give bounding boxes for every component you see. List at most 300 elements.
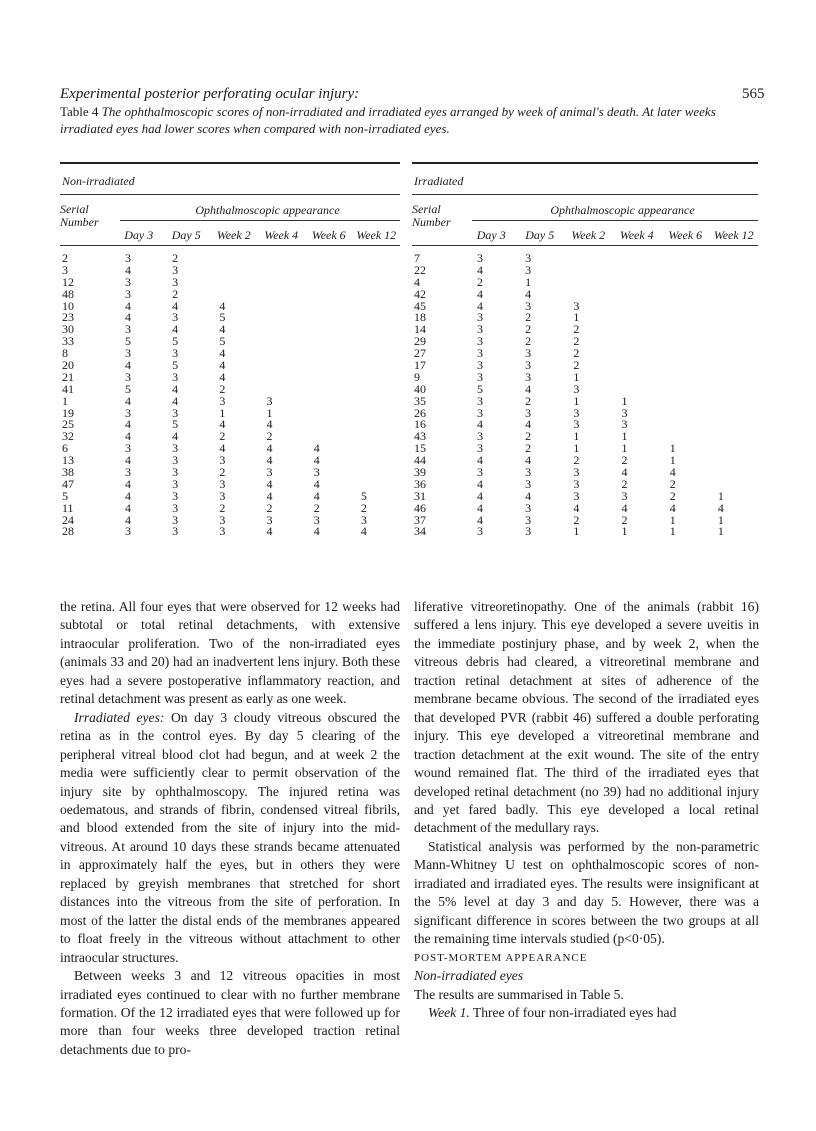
score-cell — [306, 360, 353, 372]
score-cell: 2 — [621, 512, 628, 527]
paragraph-text: On day 3 cloudy vitreous obscured the retina as in the control eyes. By day 5 clearing of the peripheral vitreal blood clot had begun, and at week 2 the media were sufficiently clear to permit observation of the injury site by ophthalmoscopy. The injured retina was oedematous, and strands of fibrin, condensed vitreal fibrils, and blood extended from the site of injury into the mid-vitreous. At around 10 days these strands became attenuated in approximately half the eyes, but in others they were replaced by greyish membranes that stretched for short distances into the vitreous from the site of perforation. In most of the latter the distal ends of the membranes appeared to float freely in the vitreous without attachment to other intraocular structures. — [60, 709, 400, 965]
score-cell: 2 — [669, 488, 676, 503]
score-cell: 3 — [172, 441, 179, 456]
score-cell: 4 — [477, 488, 483, 503]
score-cell: 4 — [125, 512, 131, 527]
score-cell — [662, 396, 710, 408]
table-header — [60, 195, 400, 246]
section-heading: POST-MORTEM APPEARANCE — [414, 951, 588, 964]
score-cell — [614, 324, 662, 336]
table-row — [412, 431, 758, 443]
score-cell: 4 — [266, 524, 273, 539]
score-cell: 3 — [266, 465, 273, 480]
score-cell — [662, 324, 710, 336]
score-cell: 3 — [573, 488, 580, 503]
score-cell: 3 — [172, 488, 179, 503]
score-cell: 3 — [525, 524, 532, 539]
serial-number-cell: 28 — [62, 524, 74, 539]
score-cell: 3 — [219, 512, 226, 527]
score-cell: 3 — [219, 476, 226, 491]
score-cell: 1 — [573, 524, 580, 539]
score-cell: 4 — [525, 417, 532, 432]
score-cell: 3 — [525, 512, 532, 527]
score-cell: 4 — [172, 429, 179, 444]
score-cell: 3 — [477, 334, 483, 349]
score-cell: 3 — [266, 512, 273, 527]
score-cell — [614, 348, 662, 360]
score-cell — [662, 431, 710, 443]
score-cell — [306, 265, 353, 277]
running-title: Experimental posterior perforating ocular injury: — [60, 86, 360, 102]
score-cell: 2 — [525, 310, 532, 325]
score-cell: 2 — [219, 500, 226, 515]
serial-number-cell: 10 — [62, 298, 74, 313]
serial-number-cell: 7 — [414, 251, 420, 265]
score-cell — [662, 408, 710, 420]
serial-number-header — [60, 203, 99, 229]
score-cell — [662, 372, 710, 384]
table-header — [412, 195, 758, 246]
serial-number-cell: 34 — [414, 524, 426, 539]
score-cell — [306, 336, 353, 348]
serial-number-cell: 5 — [62, 488, 68, 503]
score-cell: 4 — [219, 358, 226, 373]
score-cell — [306, 408, 353, 420]
score-cell: 2 — [219, 429, 226, 444]
score-cell: 3 — [477, 358, 483, 373]
score-cell — [353, 360, 400, 372]
score-cell: 3 — [125, 322, 131, 337]
serial-number-cell: 23 — [62, 310, 74, 325]
table-row — [60, 298, 400, 313]
score-cell: 2 — [573, 512, 580, 527]
table-row — [412, 369, 758, 384]
score-cell: 4 — [125, 476, 131, 491]
score-cell — [306, 419, 353, 431]
score-cell — [259, 265, 306, 277]
paragraph: The results are summarised in Table 5. — [414, 986, 624, 1002]
paragraph-lead: Irradiated eyes: — [74, 709, 165, 725]
table-row — [60, 455, 400, 467]
score-cell: 4 — [266, 417, 273, 432]
score-cell: 4 — [219, 298, 226, 313]
score-cell: 3 — [172, 262, 179, 277]
score-cell — [710, 289, 758, 301]
serial-number-cell: 45 — [414, 298, 426, 313]
score-cell — [710, 253, 758, 265]
table-row — [60, 369, 400, 384]
score-cell: 3 — [573, 381, 580, 396]
score-cell: 4 — [621, 500, 628, 515]
score-cell: 3 — [172, 453, 179, 468]
score-cell: 3 — [573, 405, 580, 420]
score-cell: 3 — [172, 524, 179, 539]
score-cell: 4 — [477, 512, 483, 527]
score-cell — [662, 348, 710, 360]
score-cell: 3 — [525, 358, 532, 373]
score-cell: 3 — [477, 251, 483, 265]
score-cell: 3 — [525, 251, 532, 265]
table-row — [412, 298, 758, 313]
score-cell: 3 — [477, 310, 483, 325]
score-cell — [614, 312, 662, 324]
score-cell: 3 — [621, 405, 628, 420]
score-cell: 4 — [266, 488, 273, 503]
score-cell: 4 — [477, 417, 483, 432]
score-cell — [353, 324, 400, 336]
score-cell: 4 — [219, 346, 226, 361]
header-divider — [472, 220, 758, 221]
score-cell — [662, 312, 710, 324]
serial-number-cell: 19 — [62, 405, 74, 420]
header-divider — [120, 220, 400, 221]
score-cell: 3 — [525, 476, 532, 491]
serial-number-cell: 30 — [62, 322, 74, 337]
score-cell: 4 — [219, 417, 226, 432]
serial-number-cell: 22 — [414, 262, 426, 277]
score-cell: 4 — [266, 441, 273, 456]
score-cell: 1 — [621, 441, 628, 456]
score-cell: 1 — [525, 274, 532, 289]
column-header: Week 6 — [668, 228, 703, 242]
score-cell: 1 — [717, 488, 724, 503]
score-cell — [211, 265, 258, 277]
score-cell: 3 — [525, 405, 532, 420]
serial-number-cell: 4 — [414, 274, 420, 289]
serial-number-cell: 44 — [414, 453, 426, 468]
score-cell: 3 — [525, 262, 532, 277]
score-cell: 1 — [669, 524, 676, 539]
score-cell — [259, 277, 306, 289]
score-cell: 2 — [360, 500, 367, 515]
score-cell: 1 — [573, 441, 580, 456]
score-cell: 3 — [219, 524, 226, 539]
score-cell — [565, 277, 613, 289]
score-cell: 4 — [125, 393, 131, 408]
score-cell: 3 — [125, 251, 131, 265]
column-header: Week 2 — [571, 228, 606, 242]
table-non-irradiated — [60, 162, 400, 538]
score-cell — [306, 384, 353, 396]
table-row — [60, 405, 400, 420]
serial-number-cell: 35 — [414, 393, 426, 408]
score-cell: 3 — [573, 465, 580, 480]
score-cell — [306, 277, 353, 289]
table-row — [60, 476, 400, 491]
score-cell: 2 — [525, 334, 532, 349]
table-row — [60, 360, 400, 372]
header-line: Number — [412, 215, 451, 229]
table-row — [412, 455, 758, 467]
paragraph — [60, 709, 400, 967]
score-cell — [614, 265, 662, 277]
score-cell: 4 — [219, 369, 226, 384]
table-row — [412, 512, 758, 527]
score-cell — [614, 336, 662, 348]
score-cell: 2 — [172, 286, 179, 301]
score-cell: 4 — [360, 524, 367, 539]
score-cell — [353, 277, 400, 289]
score-cell: 3 — [313, 465, 320, 480]
score-cell — [259, 348, 306, 360]
serial-number-cell: 13 — [62, 453, 74, 468]
table-row — [60, 348, 400, 360]
score-cell: 1 — [573, 429, 580, 444]
serial-number-header — [412, 203, 451, 229]
score-cell: 3 — [621, 417, 628, 432]
serial-number-cell: 14 — [414, 322, 426, 337]
score-cell: 4 — [313, 488, 320, 503]
score-cell: 3 — [172, 310, 179, 325]
column-header: Day 5 — [525, 228, 555, 242]
score-cell: 4 — [669, 465, 676, 480]
table-row — [412, 360, 758, 372]
table-row — [60, 526, 400, 538]
table-row — [60, 431, 400, 443]
score-cell — [710, 431, 758, 443]
score-cell — [710, 419, 758, 431]
table-row — [412, 393, 758, 408]
serial-number-cell: 24 — [62, 512, 74, 527]
serial-number-cell: 39 — [414, 465, 426, 480]
table-row — [412, 262, 758, 277]
table-row — [412, 405, 758, 420]
paragraph: liferative vitreoretinopathy. One of the animals (rabbit 16) suffered a lens injury. This eye developed a severe uveitis in the immediate postinjury phase, and by week 2, when the vitreous debris had cleared, a vitreoretinal membrane and traction retinal detachment at sites of adherence of the membrane became obvious. The second of the irradiated eyes that developed PVR (rabbit 46) suffered a double perforating injury. This eye developed a vitreoretinal membrane and traction detachment at the exit wound. The site of the entry wound remained flat. The third of the irradiated eyes that developed retinal detachment (no 39) had no additional injury and yet fared badly. This eye developed a local retinal detachment of the medullary rays. — [414, 599, 759, 836]
group-header: Ophthalmoscopic appearance — [195, 203, 340, 217]
score-cell: 4 — [219, 322, 226, 337]
paragraph-text: Three of four non-irradiated eyes had — [469, 1004, 677, 1020]
score-cell: 3 — [360, 512, 367, 527]
score-cell — [710, 396, 758, 408]
score-cell: 2 — [219, 381, 226, 396]
score-cell — [259, 360, 306, 372]
score-cell — [306, 348, 353, 360]
score-cell: 2 — [219, 465, 226, 480]
table-irradiated — [412, 162, 758, 538]
score-cell — [353, 336, 400, 348]
serial-number-cell: 33 — [62, 334, 74, 349]
paragraph: Between weeks 3 and 12 vitreous opacities in most irradiated eyes continued to clear with no further membrane formation. Of the 12 irradiated eyes that were followed up for more than four weeks three developed traction retinal detachments due to pro- — [60, 968, 400, 1057]
table-row — [412, 381, 758, 396]
score-cell: 3 — [172, 512, 179, 527]
score-cell: 4 — [717, 500, 724, 515]
score-cell: 4 — [125, 417, 131, 432]
serial-number-cell: 17 — [414, 358, 426, 373]
score-cell: 2 — [525, 441, 532, 456]
score-cell — [710, 324, 758, 336]
score-cell: 2 — [573, 453, 580, 468]
text-column-left — [60, 598, 400, 1059]
score-cell: 4 — [477, 476, 483, 491]
score-cell — [710, 372, 758, 384]
score-cell — [662, 301, 710, 313]
score-cell — [710, 336, 758, 348]
score-cell: 5 — [477, 381, 483, 396]
score-cell: 3 — [125, 369, 131, 384]
score-cell — [211, 277, 258, 289]
score-cell — [211, 253, 258, 265]
score-cell: 2 — [573, 346, 580, 361]
table-group-title: Non-irradiated — [60, 164, 400, 195]
serial-number-cell: 26 — [414, 405, 426, 420]
score-cell: 1 — [621, 524, 628, 539]
score-cell: 3 — [525, 298, 532, 313]
serial-number-cell: 18 — [414, 310, 426, 325]
score-cell — [353, 479, 400, 491]
serial-number-cell: 32 — [62, 429, 74, 444]
score-cell — [614, 277, 662, 289]
score-cell — [353, 312, 400, 324]
table-row — [60, 467, 400, 479]
table-row — [412, 419, 758, 431]
score-cell — [662, 336, 710, 348]
score-cell: 4 — [266, 476, 273, 491]
score-cell: 2 — [621, 453, 628, 468]
serial-number-cell: 41 — [62, 381, 74, 396]
serial-number-cell: 47 — [62, 476, 74, 491]
table-row — [412, 253, 758, 265]
score-cell — [306, 431, 353, 443]
serial-number-cell: 21 — [62, 369, 74, 384]
score-cell — [710, 301, 758, 313]
score-cell: 4 — [172, 322, 179, 337]
score-cell: 1 — [717, 524, 724, 539]
score-cell — [614, 372, 662, 384]
score-cell: 3 — [125, 346, 131, 361]
table-row — [60, 253, 400, 265]
table-row — [60, 324, 400, 336]
table-row — [60, 419, 400, 431]
table-label: Table 4 — [60, 104, 99, 119]
score-cell: 2 — [266, 429, 273, 444]
score-cell — [306, 253, 353, 265]
table-row — [60, 443, 400, 455]
score-cell: 4 — [125, 298, 131, 313]
column-header: Day 5 — [171, 228, 201, 242]
score-cell: 3 — [172, 346, 179, 361]
score-cell: 3 — [621, 488, 628, 503]
score-cell: 3 — [477, 465, 483, 480]
serial-number-cell: 3 — [62, 262, 68, 277]
column-header: Week 4 — [264, 228, 299, 242]
score-cell: 4 — [525, 488, 532, 503]
score-cell: 3 — [172, 465, 179, 480]
score-cell: 2 — [621, 476, 628, 491]
score-cell: 3 — [477, 429, 483, 444]
paragraph — [414, 1004, 759, 1022]
column-header: Week 12 — [356, 228, 397, 242]
serial-number-cell: 40 — [414, 381, 426, 396]
score-cell — [710, 467, 758, 479]
table-row — [412, 324, 758, 336]
score-cell: 4 — [477, 500, 483, 515]
serial-number-cell: 20 — [62, 358, 74, 373]
score-cell — [306, 312, 353, 324]
score-cell: 4 — [266, 453, 273, 468]
score-cell: 3 — [125, 465, 131, 480]
score-cell — [353, 348, 400, 360]
column-header: Week 2 — [216, 228, 251, 242]
score-cell — [259, 384, 306, 396]
table-row — [60, 500, 400, 515]
score-cell: 4 — [172, 393, 179, 408]
score-cell: 4 — [477, 286, 483, 301]
serial-number-cell: 27 — [414, 346, 426, 361]
score-cell: 5 — [360, 488, 367, 503]
serial-number-cell: 31 — [414, 488, 426, 503]
score-cell: 4 — [125, 262, 131, 277]
serial-number-cell: 2 — [62, 251, 68, 265]
score-cell — [259, 336, 306, 348]
score-cell — [306, 396, 353, 408]
score-cell — [710, 312, 758, 324]
header-line: Serial — [412, 202, 441, 216]
table-row — [60, 312, 400, 324]
table-row — [412, 348, 758, 360]
score-cell: 4 — [669, 500, 676, 515]
score-cell — [353, 443, 400, 455]
score-cell — [353, 289, 400, 301]
score-cell: 3 — [172, 274, 179, 289]
column-header: Day 3 — [476, 228, 506, 242]
score-cell: 3 — [525, 369, 532, 384]
score-cell — [662, 265, 710, 277]
score-cell — [259, 312, 306, 324]
score-cell — [353, 408, 400, 420]
table-body — [412, 246, 758, 538]
column-headers — [115, 228, 400, 243]
score-cell: 3 — [172, 500, 179, 515]
score-cell: 2 — [573, 358, 580, 373]
score-cell: 4 — [313, 524, 320, 539]
score-cell — [710, 408, 758, 420]
score-cell: 4 — [525, 453, 532, 468]
score-cell — [710, 348, 758, 360]
score-cell: 3 — [219, 488, 226, 503]
score-cell — [710, 443, 758, 455]
serial-number-cell: 43 — [414, 429, 426, 444]
serial-number-cell: 36 — [414, 476, 426, 491]
table-row — [60, 512, 400, 527]
score-cell: 3 — [573, 298, 580, 313]
score-cell: 3 — [172, 476, 179, 491]
score-cell — [259, 289, 306, 301]
score-cell: 3 — [125, 441, 131, 456]
score-cell: 5 — [219, 310, 226, 325]
score-cell — [259, 372, 306, 384]
table-row — [412, 336, 758, 348]
score-cell: 4 — [621, 465, 628, 480]
score-cell: 4 — [313, 453, 320, 468]
score-cell: 4 — [172, 381, 179, 396]
score-cell: 1 — [669, 441, 676, 456]
score-cell — [614, 301, 662, 313]
score-cell: 1 — [669, 453, 676, 468]
page-number: 565 — [742, 86, 765, 102]
score-cell — [353, 253, 400, 265]
score-cell: 2 — [669, 476, 676, 491]
score-cell: 3 — [573, 417, 580, 432]
score-cell — [306, 301, 353, 313]
score-cell: 3 — [477, 369, 483, 384]
score-cell: 1 — [717, 512, 724, 527]
score-cell: 4 — [125, 429, 131, 444]
score-cell — [662, 360, 710, 372]
serial-number-cell: 29 — [414, 334, 426, 349]
score-cell — [353, 265, 400, 277]
score-cell — [353, 455, 400, 467]
score-cell: 3 — [125, 286, 131, 301]
